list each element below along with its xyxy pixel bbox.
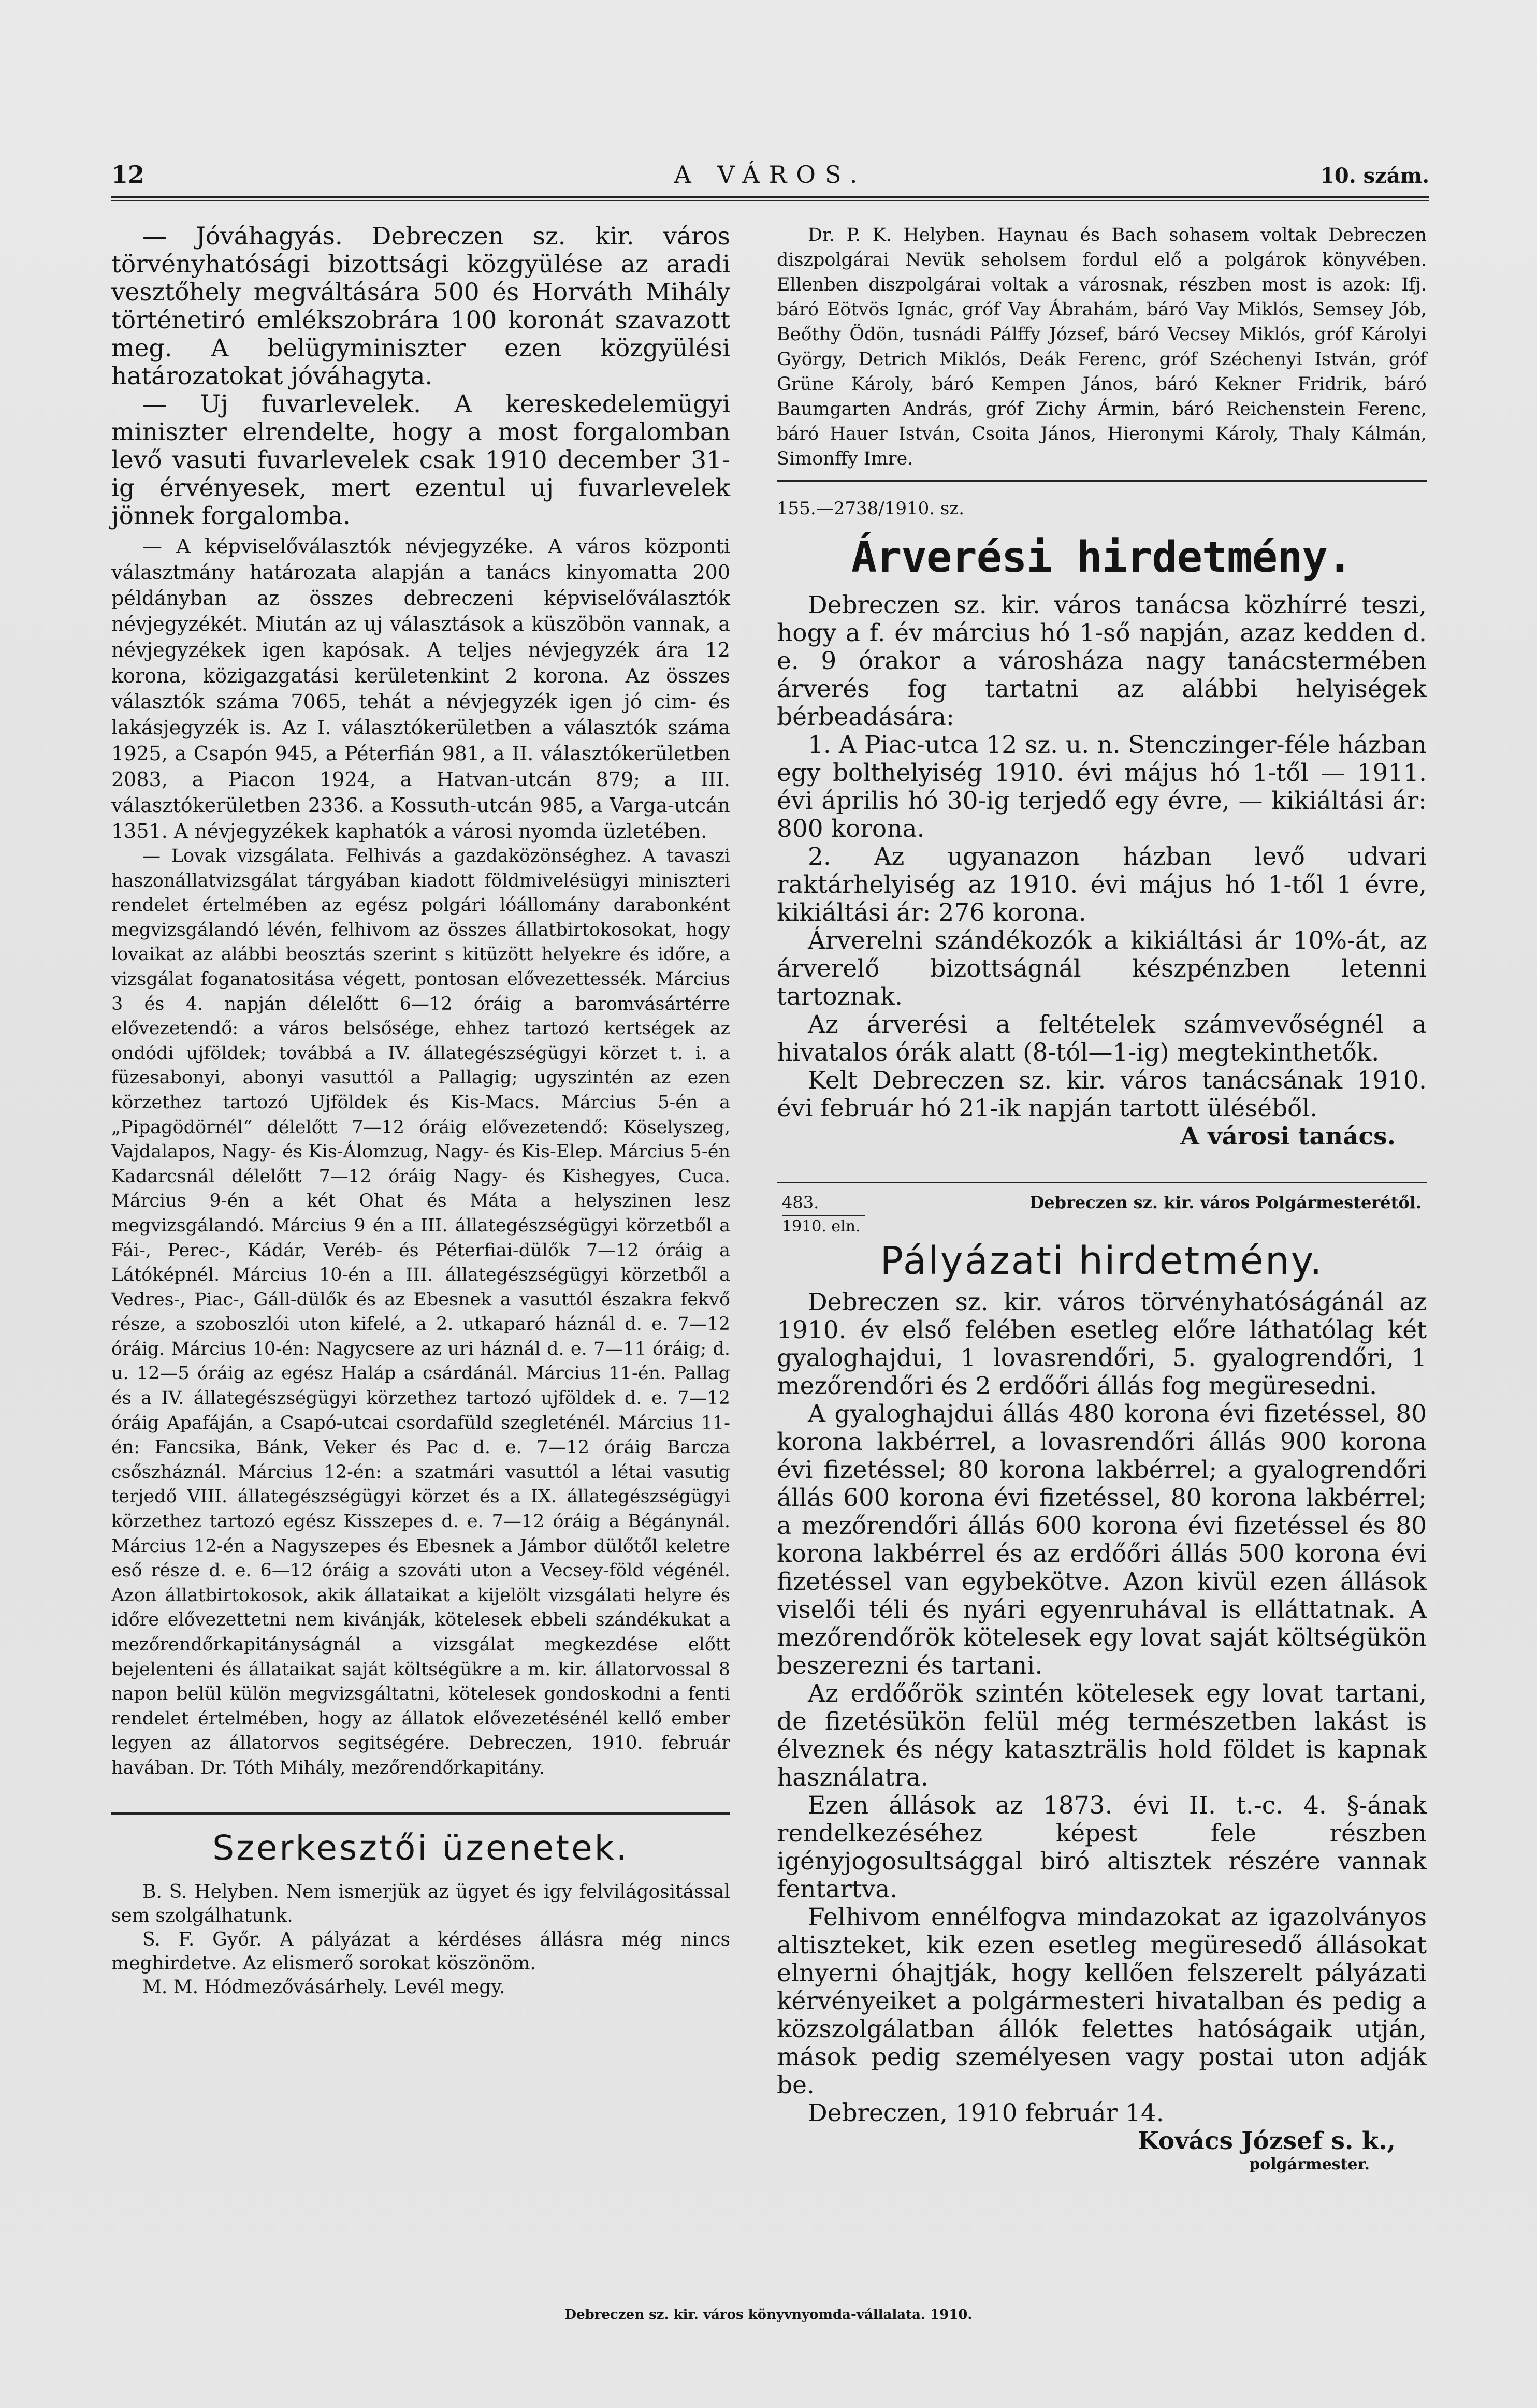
signer-title: polgármester. [1249,2155,1370,2173]
newspaper-title: A VÁROS. [674,161,867,188]
notice-year: 1910. eln. [782,1215,865,1236]
tender-intro: Debreczen sz. kir. város törvényhatóságánál az 1910. év első felében esetleg előre láthatólag két gyaloghajdui, 1 lovasrendőri, 5. gyalogrendőri, 1 mezőrendőri és 2 erdőőri állás fog megüresedni. [777,1288,1427,1400]
right-column [777,223,1427,2173]
notice-meta [777,1188,1427,1215]
article-lovak-vizsgalata: — Lovak vizsgálata. Felhivás a gazdaközönséghez. A tavaszi haszonállatvizsgálat tárgyában kiadott földmivelésügyi miniszteri rendelet értelmében az egész polgári lóállomány darabonként megvizsgálandó lévén, felhivom az összes állatbirtokosokat, hogy lovaikat az alábbi beosztás szerint s kitüzött helyekre és időre, a vizsgálat foganatositása végett, pontosan elővezettessék. Március 3 és 4. napján délelőtt 6—12 óráig a baromvásártérre elővezetendő: a város belsősége, ehhez tartozó kertségek az ondódi ujföldek; továbbá a IV. állategészségügyi körzet t. i. a füzesabonyi, abonyi vasuttól a Pallagig; ugyszintén az ezen körzethez tartozó Ujföldek és Kis-Macs. Március 5-én a „Pipagödörnél“ délelőtt 7—12 óráig elővezetendő: Köselyszeg, Vajdalapos, Nagy- és Kis-Álomzug, Nagy- és Kis-Elep. Március 5-én Kadarcsnál délelőtt 7—12 óráig Nagy- és Kishegyes, Cuca. Március 9-én a két Ohat és Máta a helyszinen lesz megvizsgálandó. Március 9 én a III. állategészségügyi körzetből a Fái-, Perec-, Kádár, Veréb- és Péterfiai-dülők 7—12 óráig a Látóképnél. Március 10-én a III. állategészségügyi körzetből a Vedres-, Piac-, Gáll-dülők és az Ebesnek a vasuttól északra fekvő része, a szoboszlói uton kifelé, a 2. utkaparó háznál d. e. 7—12 óráig. Március 10-én: Nagycsere az uri háznál d. e. 7—11 óráig; d. u. 12—5 óráig az egész Haláp a csárdánál. Március 11-én. Pallag és a IV. állategészségügyi körzethez tartozó ujföldek d. e. 7—12 óráig Apafáján, a Csapó-utcai csordafüld szegleténél. Március 11-én: Fancsika, Bánk, Veker és Pac d. e. 7—12 óráig Barcza csőszháznál. Március 12-én: a szatmári vasuttól a létai vasutig terjedő VIII. állategészségügyi körzet és a IX. állategészségügyi körzethez tartozó egész Kisszepes d. e. 7—12 óráig a Bégánynál. Március 12-én a Nagyszepes és Ebesnek a Jámbor dülőtől keletre eső része d. e. 6—12 óráig a szováti uton a Vecsey-föld végénél. Azon állatbirtokosok, akik állataikat a kijelölt vizsgálati helyre és időre elővezettetni nem kivánják, kötelesek ebbeli szándékukat a mezőrendőrkapitányságnál a vizsgálat megkezdése előtt bejelenteni és állataikat saját költségükre a m. kir. állatorvossal 8 napon belül külön megvizsgáltatni, kötelesek gondoskodni a fenti rendelet értelmében, hogy az állatok elővezetésénél kellő ember legyen az állatorvos segitségére. Debreczen, 1910. február havában. Dr. Tóth Mihály, mezőrendőrkapitány. [111,846,730,1778]
signer-name: Kovács József s. k., [1137,2127,1396,2155]
tender-date: Debreczen, 1910 február 14. [808,2099,1164,2127]
left-column [111,223,730,1999]
tender-salaries: A gyaloghajdui állás 480 korona évi fizetéssel, 80 korona lakbérrel, a lovasrendőri állás 900 korona évi fizetéssel; 80 korona lakbérrel; a gyalogrendőri állás 600 korona évi fizetéssel, 80 korona lakbérrel; a mezőrendőri állás 600 korona évi fizetéssel és 80 korona lakbérrel és az erdőőri állás 500 korona évi fizetéssel van egybekötve. Azon kivül ezen állások viselői téli és nyári egyenruhával is elláttatnak. A mezőrendőrök kötelesek egy lovat saját költségükön beszerezni és tartani. [777,1400,1427,1680]
editor-message-bs: B. S. Helyben. Nem ismerjük az ügyet és igy felvilágositással sem szolgálhatunk. [111,1881,730,1926]
editor-message-sf: S. F. Győr. A pályázat a kérdéses állásra még nincs meghirdetve. Az elismerő sorokat köszönöm. [111,1928,730,1974]
editor-message-mm: M. M. Hódmezővásárhely. Levél megy. [142,1976,505,1998]
auction-item-1: 1. A Piac-utca 12 sz. u. n. Stenczinger-féle házban egy bolthelyiség 1910. évi május hó 1-től — 1911. évi április hó 30-ig terjedő egy évre, — kikiáltási ár: 800 korona. [777,731,1427,843]
section-divider [777,1182,1427,1183]
auction-intro: Debreczen sz. kir. város tanácsa közhírré teszi, hogy a f. év március hó 1-ső napján, azaz kedden d. e. 9 órakor a városháza nagy tanácstermében árverés fog tartatni az alábbi helyiségek bérbeadására: [777,591,1427,731]
auction-reference: 155.—2738/1910. sz. [777,498,964,519]
auction-item-2: 2. Az ugyanazon házban levő udvari raktárhelyiség az 1910. évi május hó 1-től 1 évre, kikiáltási ár: 276 korona. [777,843,1427,927]
section-divider [777,480,1427,482]
auction-date: Kelt Debreczen sz. kir. város tanácsának 1910. évi február hó 21-ik napján tartott üléséből. [777,1066,1427,1123]
notice-issuer: Debreczen sz. kir. város Polgármesterétől. [1030,1193,1422,1212]
editor-message-dr-pk: Dr. P. K. Helyben. Haynau és Bach sohasem voltak Debreczen diszpolgárai Nevük seholsem fordul elő a polgárok könyvében. Ellenben diszpolgárai voltak a városnak, részben most is azok: Ifj. báró Eötvös Ignác, gróf Vay Ábrahám, báró Vay Miklós, Semsey Jób, Beőthy Ödön, tusnádi Pálffy József, báró Vecsey Miklós, gróf Károlyi György, Detrich Miklós, Deák Ferenc, gróf Széchenyi István, gróf Grüne Károly, báró Kempen János, báró Kekner Fridrik, báró Baumgarten András, gróf Zichy Ármin, báró Reichenstein Ferenc, báró Hauer István, Csoita János, Hieronymi Károly, Thaly Kálmán, Simonffy Imre. [777,225,1427,469]
tender-call: Felhivom ennélfogva mindazokat az igazolványos altiszteket, kik ezen esetleg megüresedő állásokat elnyerni óhajtják, hogy kellően felszerelt pályázati kérvényeiket a polgármesteri hivatalban és pedig a közszolgálatban állók felettes hatóságaik utján, mások pedig személyesen vagy postai uton adják be. [777,1903,1427,2099]
tender-law: Ezen állások az 1873. évi II. t.-c. 4. §-ának rendelkezéséhez képest fele részben igényjogosultsággal biró altisztek részére vannak fentartva. [777,1791,1427,1904]
section-divider [111,1812,730,1815]
auction-deposit: Árverelni szándékozók a kikiáltási ár 10%-át, az árverelő bizottságnál készpénzben letenni tartoznak. [777,926,1427,1011]
article-jovahagyas: — Jóváhagyás. Debreczen sz. kir. város törvényhatósági bizottsági közgyülése az aradi vesztőhely megváltására 500 és Horváth Mihály történetiró emlékszobrára 100 koronát szavazott meg. A belügyminiszter ezen közgyülési határozatokat jóváhagyta. [111,222,730,390]
page-header [111,161,1429,197]
issue-number: 10. szám. [1320,164,1429,188]
auction-heading: Árverési hirdetmény. [851,533,1353,582]
printer-imprint: Debreczen sz. kir. város könyvnyomda-vállalata. 1910. [564,2307,973,2323]
editor-messages-heading: Szerkesztői üzenetek. [212,1827,629,1868]
article-uj-fuvarlevelek: — Uj fuvarlevelek. A kereskedelemügyi miniszter elrendelte, hogy a most forgalomban levő vasuti fuvarlevelek csak 1910 december 31-ig érvényesek, mert ezentul uj fuvarlevelek jönnek forgalomba. [111,390,730,530]
page-number: 12 [111,161,145,188]
tender-forest-guards: Az erdőőrök szintén kötelesek egy lovat tartani, de fizetésükön felül még természetben lakást is élveznek és négy kataszträlis hold földet is kapnak használatra. [777,1679,1427,1792]
auction-conditions: Az árverési a feltételek számvevőségnél a hivatalos órák alatt (8-tól—1-ig) megtekinthetők. [777,1010,1427,1067]
tender-heading: Pályázati hirdetmény. [880,1239,1324,1283]
notice-number: 483. [782,1193,819,1212]
header-rule [111,196,1429,201]
article-kepviselovalasztok: — A képviselőválasztók névjegyzéke. A város központi választmány határozata alapján a tanács kinyomatta 200 példányban az összes debreczeni képviselőválasztók névjegyzékét. Miután az uj választások a küszöbön vannak, a névjegyzékek igen kapósak. A teljes névjegyzék ára 12 korona, közigazgatási kerületenkint 2 korona. Az összes választók száma 7065, tehát a névjegyzék igen jó cim- és lakásjegyzék is. Az I. választókerületben a választók száma 1925, a Csapón 945, a Péterfián 981, a II. választókerületben 2083, a Piacon 1924, a Hatvan-utcán 879; a III. választókerületben 2336. a Kossuth-utcán 985, a Varga-utcán 1351. A névjegyzékek kaphatók a városi nyomda üzletében. [111,535,730,843]
auction-signature: A városi tanács. [1180,1122,1396,1151]
